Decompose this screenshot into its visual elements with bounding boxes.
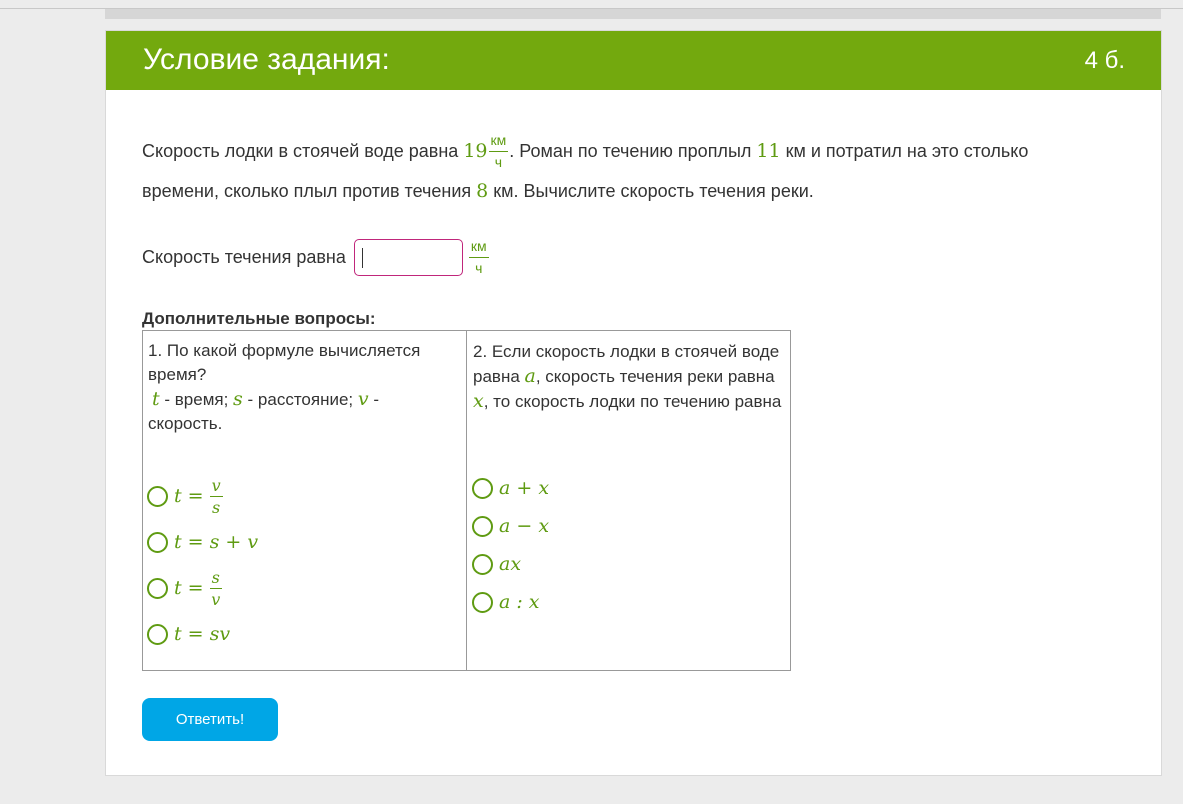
unit-denominator: ч [475, 259, 483, 276]
radio-button[interactable] [147, 624, 168, 645]
problem-line-2 [142, 171, 1102, 211]
extra-questions-table [142, 330, 791, 671]
problem-text-part: км. Вычислите скорость течения реки. [488, 181, 814, 201]
problem-text-part: км и потратил на это столько [780, 141, 1029, 161]
q1-option-1[interactable] [147, 471, 258, 521]
var-t: t [152, 388, 160, 410]
radio-button[interactable] [472, 554, 493, 575]
formula: ax [499, 553, 522, 575]
problem-text-part: . Роман по течению проплыл [509, 141, 757, 161]
question-2-text-part: , то скорость лодки по течению равна [483, 392, 782, 411]
formula-lhs: t = [174, 485, 204, 507]
question-2-text-part: 2. Если скорость лодки в стоячей воде равна [473, 342, 780, 386]
problem-text-part: Скорость лодки в стоячей воде равна [142, 141, 464, 161]
problem-line-1 [142, 131, 1102, 171]
formula-denominator: s [212, 497, 221, 517]
q2-option-1[interactable] [472, 469, 549, 507]
task-title: Условие задания: [143, 43, 390, 76]
formula-denominator: v [211, 589, 221, 609]
radio-button[interactable] [472, 478, 493, 499]
top-scroll-bar [105, 9, 1161, 19]
extra-questions-label: Дополнительные вопросы: [142, 309, 376, 328]
question-1-text [148, 339, 458, 436]
unit-denominator: ч [494, 153, 503, 170]
formula: a : x [499, 591, 540, 613]
question-2-text-part: , скорость течения реки равна [535, 367, 775, 386]
formula-fraction [210, 477, 223, 516]
formula-lhs: t = [174, 577, 204, 599]
formula-numerator: s [211, 567, 220, 587]
q1-option-4[interactable] [147, 613, 258, 655]
distance-upstream-value: 8 [476, 180, 489, 202]
question-1-text-part: - скорость. [148, 390, 379, 433]
task-card [105, 30, 1162, 776]
answer-label: Скорость течения равна [142, 246, 346, 267]
answer-row [142, 234, 490, 280]
question-2-cell [467, 331, 790, 670]
question-1-options [147, 471, 258, 655]
problem-text-part: времени, сколько плыл против течения [142, 181, 477, 201]
question-2-text [473, 340, 783, 414]
formula: a − x [499, 515, 550, 537]
formula: a + x [499, 477, 550, 499]
var-s: s [233, 388, 243, 410]
formula: t = s + v [174, 531, 259, 553]
unit-numerator: км [489, 132, 509, 152]
question-1-text-part: - время; [159, 390, 234, 409]
unit-numerator: км [469, 238, 489, 258]
answer-input[interactable] [354, 239, 463, 276]
question-1-text-part: - расстояние; [242, 390, 358, 409]
radio-button[interactable] [147, 486, 168, 507]
answer-unit-fraction [469, 238, 489, 277]
q2-option-2[interactable] [472, 507, 549, 545]
boat-speed-value: 19 [463, 140, 488, 162]
q1-option-2[interactable] [147, 521, 258, 563]
distance-downstream-value: 11 [756, 140, 781, 162]
task-header [106, 31, 1161, 90]
radio-button[interactable] [472, 592, 493, 613]
problem-text [142, 131, 1102, 211]
question-1-cell [143, 331, 467, 670]
question-2-options [472, 469, 549, 621]
q1-option-3[interactable] [147, 563, 258, 613]
question-1-text-part: 1. По какой формуле вычисляется время? [148, 341, 421, 384]
var-x: x [473, 390, 484, 412]
formula-numerator: v [211, 475, 221, 495]
submit-button[interactable]: Ответить! [142, 698, 278, 741]
text-caret [362, 248, 363, 268]
radio-button[interactable] [472, 516, 493, 537]
speed-unit-fraction [489, 132, 509, 171]
radio-button[interactable] [147, 532, 168, 553]
q2-option-3[interactable] [472, 545, 549, 583]
q2-option-4[interactable] [472, 583, 549, 621]
formula: t = sv [174, 623, 231, 645]
formula-fraction [210, 569, 222, 608]
var-v: v [357, 388, 369, 410]
task-score: 4 б. [1084, 47, 1125, 74]
radio-button[interactable] [147, 578, 168, 599]
var-a: a [524, 365, 536, 387]
